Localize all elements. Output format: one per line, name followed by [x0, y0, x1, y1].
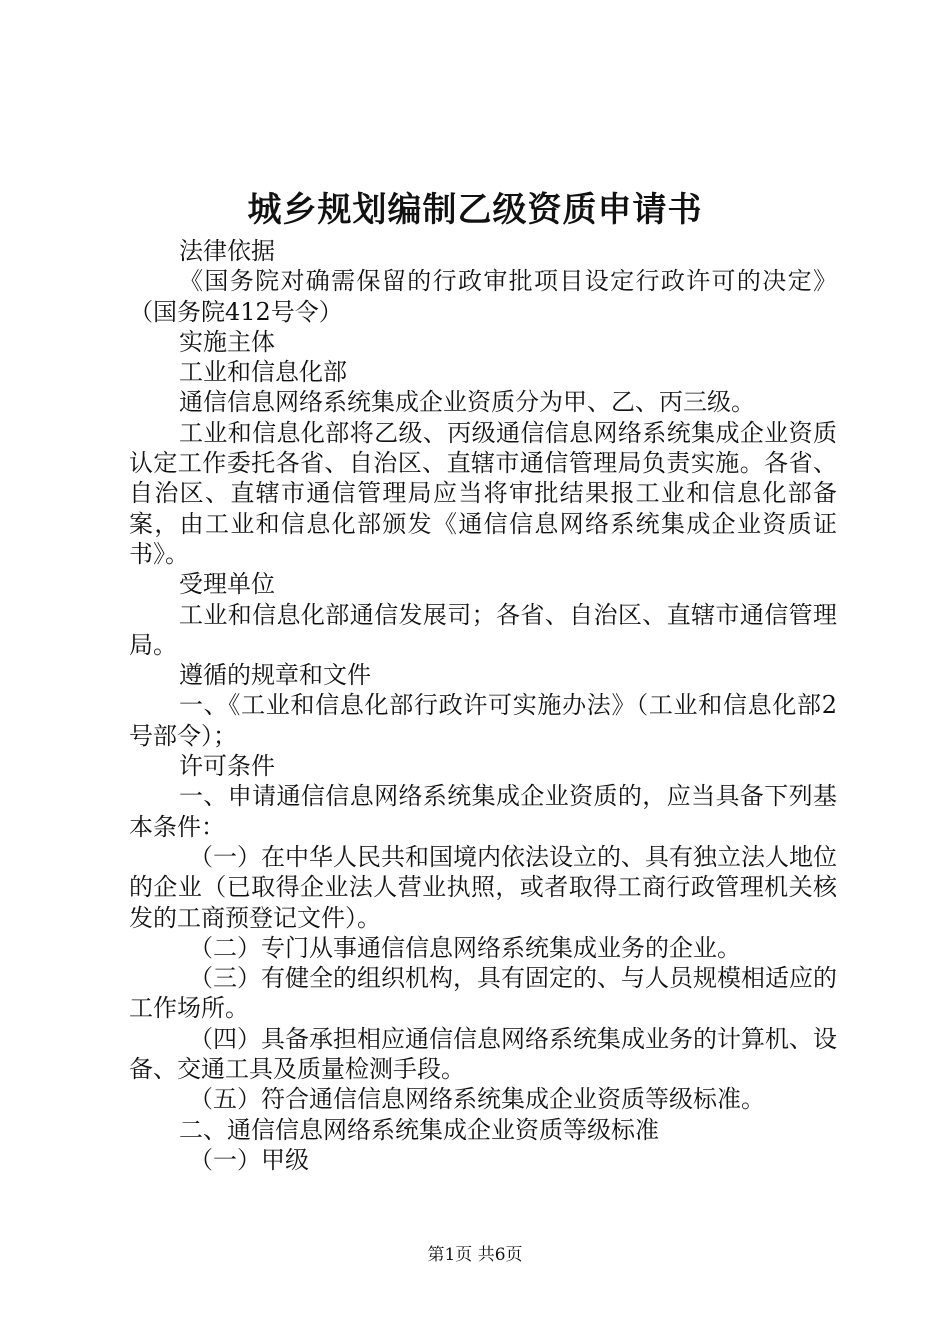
condition-item-5: （五）符合通信信息网络系统集成企业资质等级标准。 — [189, 1085, 765, 1114]
page-footer: 第1页 共6页 — [427, 1245, 523, 1265]
document-body — [129, 236, 837, 1175]
paragraph-delegation: 工业和信息化部将乙级、丙级通信信息网络系统集成企业资质认定工作委托各省、自治区、直辖市通信管理局负责实施。各省、自治区、直辖市通信管理局应当将审批结果报工业和信息化部备案，由工业和信息化部颁发《通信信息网络系统集成企业资质证书》。 — [129, 418, 837, 568]
condition-item-3: （三）有健全的组织机构，具有固定的、与人员规模相适应的工作场所。 — [129, 964, 837, 1023]
section-heading-conditions: 许可条件 — [179, 752, 275, 781]
section-heading-legal-basis: 法律依据 — [179, 237, 275, 265]
paragraph-legal-basis: 《国务院对确需保留的行政审批项目设定行政许可的决定》（国务院412号令） — [129, 267, 837, 326]
condition-item-1: （一）在中华人民共和国境内依法设立的、具有独立法人地位的企业（已取得企业法人营业执照，或者取得工商行政管理机关核发的工商预登记文件）。 — [129, 842, 837, 932]
section-heading-regulations: 遵循的规章和文件 — [179, 661, 371, 690]
paragraph-grade-standards: 二、通信信息网络系统集成企业资质等级标准 — [179, 1115, 659, 1144]
condition-item-2: （二）专门从事通信信息网络系统集成业务的企业。 — [189, 933, 741, 962]
document-title: 城乡规划编制乙级资质申请书 — [247, 190, 703, 230]
section-heading-implementer: 实施主体 — [179, 327, 275, 356]
condition-item-4: （四）具备承担相应通信信息网络系统集成业务的计算机、设备、交通工具及质量检测手段。 — [129, 1024, 837, 1084]
paragraph-conditions-intro: 一、申请通信信息网络系统集成企业资质的，应当具备下列基本条件： — [129, 782, 837, 841]
paragraph-implementer: 工业和信息化部 — [179, 358, 347, 387]
paragraph-accepting-unit: 工业和信息化部通信发展司；各省、自治区、直辖市通信管理局。 — [129, 600, 837, 659]
paragraph-grades: 通信信息网络系统集成企业资质分为甲、乙、丙三级。 — [179, 388, 755, 417]
paragraph-regulations: 一、《工业和信息化部行政许可实施办法》（工业和信息化部2号部令）； — [129, 691, 837, 750]
grade-item-a: （一）甲级 — [189, 1145, 309, 1174]
section-heading-accepting-unit: 受理单位 — [179, 570, 275, 599]
